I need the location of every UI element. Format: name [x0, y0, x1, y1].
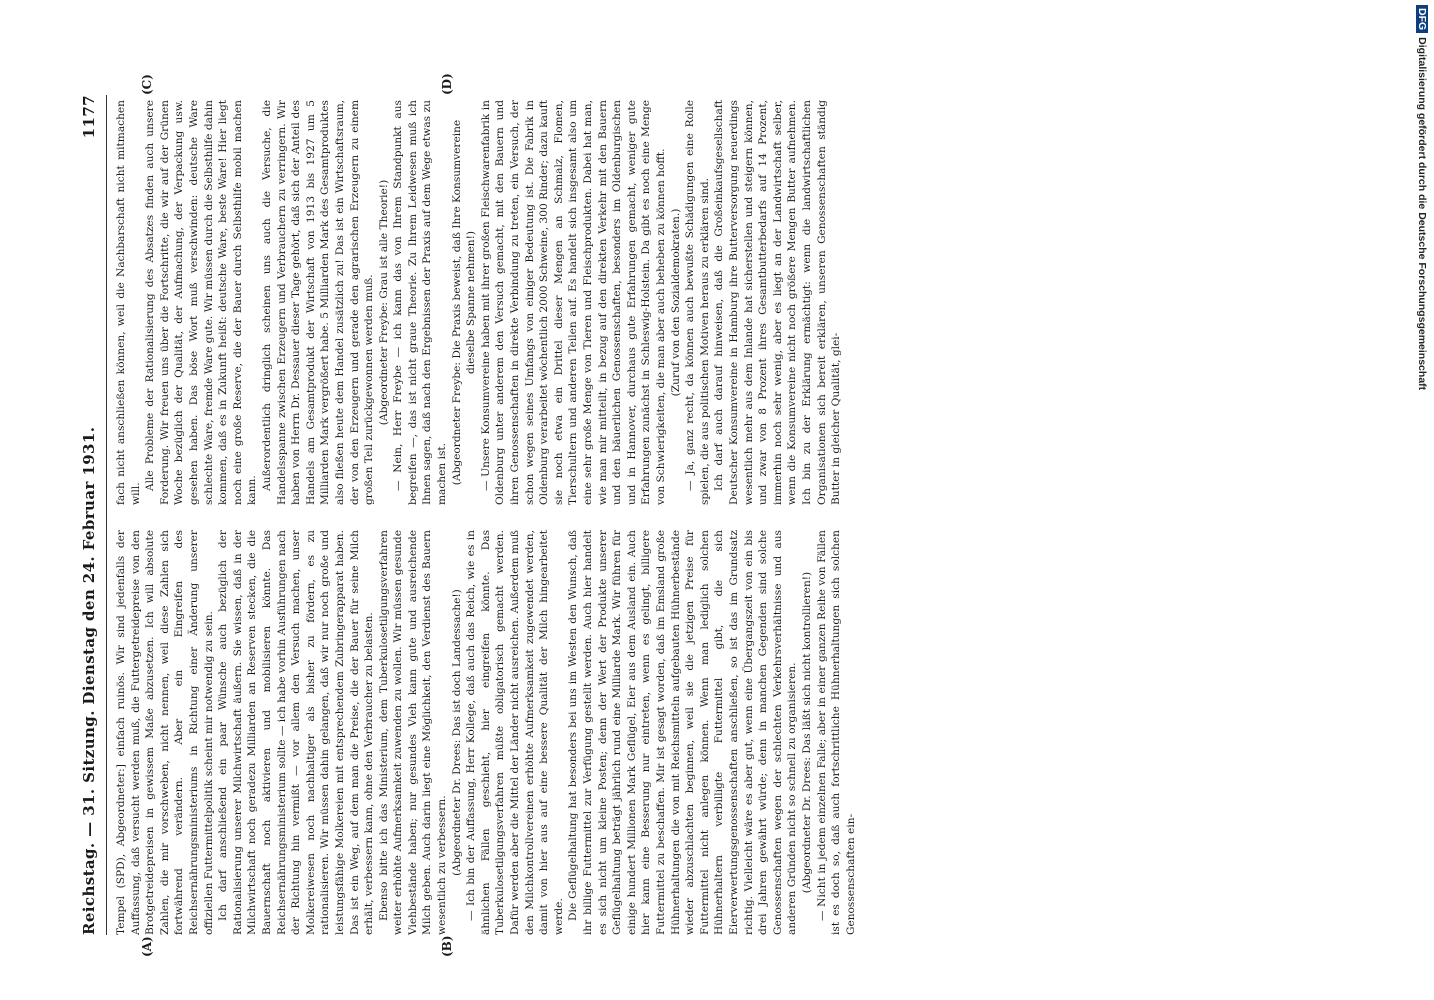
paragraph: — Unsere Konsumvereine haben mit ihrer großen Fleischwarenfabrik in Oldenburg unter anderem den Versuch gemacht, mit den Bauern und ihren Genossenschaften in direkte Verbindung zu treten, ein Versuch, der schon wegen seines Umfangs von einiger Bedeutung ist. Die Fabrik in Oldenburg verarbeitet wöchentlich 2000 Schweine, 300 Rinder; dazu kauft sie noch etwa ein Drittel dieser Mengen an Schmalz, Flomen, Tierschultern und anderen Teilen auf. Es handelt sich insgesamt also um eine sehr große Menge von Tieren und Fleischprodukten. Dabei hat man, wie man mir mitteilt, in bezug auf den direkten Verkehr mit den Bauern und den bäuerlichen Genossenschaften, besonders im Oldenburgischen und in Hannover, durchaus gute Erfahrungen gemacht, weniger gute Erfahrungen zunächst in Schleswig-Holstein. Da gibt es noch eine Menge von Schwierigkeiten, die man aber auch beheben zu können hofft. — [479, 100, 667, 505]
header-rule — [106, 95, 107, 935]
margin-letter-c: (C) — [140, 74, 154, 95]
paragraph: (Abgeordneter Freybe: Die Praxis beweist, daß Ihre Konsumvereine dieselbe Spanne nehmen!) — [450, 119, 478, 486]
paragraph: Alle Probleme der Rationalisierung des Absatzes finden auch unsere Forderung. Wir freuen uns über die Fortschritte, die wir auf der Grünen Woche bezüglich der Qualität, der Aufmachung, der Verpackung usw. gesehen haben. Das böse Wort muß verschwinden: deutsche Ware schlechte Ware, fremde Ware gute. Wir müssen durch die Selbsthilfe dahin kommen, daß es in Zukunft heißt: deutsche Ware, beste Ware! Hier liegt noch eine große Reserve, die der Bauer durch Selbsthilfe mobil machen kann. — [144, 100, 259, 505]
margin-letter-b: (B) — [440, 935, 454, 957]
paragraph: (Zuruf von den Sozialdemokraten.) — [669, 208, 682, 397]
paragraph: — Nicht in jedem einzelnen Falle; aber in einer ganzen Reihe von Fällen ist es doch so, daß auch fortschrittliche Hühnerhaltungen sich solchen Genossenschaften ein- — [815, 530, 857, 935]
dfg-logo: DFG — [1416, 5, 1428, 33]
digitization-credit — [1416, 5, 1428, 390]
credit-text: Digitalisierung gefördert durch die Deutsche Forschungsgemeinschaft — [1416, 37, 1428, 391]
margin-letter-a: (A) — [140, 936, 154, 957]
page-header — [80, 95, 108, 935]
paragraph: Ich darf auch darauf hinweisen, daß die Großeinkaufsgesellschaft Deutscher Konsumvereine in Hamburg ihre Butterversorgung neuerdings wesentlich mehr aus dem Inlande hat sicherstellen und steigern können, und zwar von 8 Prozent ihres Gesamtbutterbedarfs auf 14 Prozent, immerhin noch sehr wenig, aber es liegt an der Landwirtschaft selber, wenn die Konsumvereine nicht noch größere Mengen Butter aufnehmen. Ich bin zu der Erklärung ermächtigt: wenn die landwirtschaftlichen Organisationen sich bereit erklären, unseren Genossenschaften ständig Butter in gleicher Qualität, glei- — [713, 100, 843, 505]
paragraph: (Abgeordneter Dr. Drees: Das läßt sich nicht kontrollieren!) — [800, 571, 813, 894]
margin-letter-d: (D) — [440, 73, 454, 95]
page-number: 1177 — [80, 95, 98, 139]
paragraph: Außerordentlich dringlich scheinen uns auch die Versuche, die Handelsspanne zwischen Erzeugern und Verbrauchern zu verringern. Wir haben von Herrn Dr. Dessauer dieser Tage gehört, daß sich der Anteil des Handels am Gesamtprodukt der Wirtschaft von 1913 bis 1927 um 5 Milliarden Mark vergrößert habe. 5 Milliarden Mark des Gesamtproduktes also fließen heute dem Handel zusätzlich zu! Das ist ein Wirtschaftsraum, der von den Erzeugern und gerade den agrarischen Erzeugern zu einem großen Teil zurückgewonnen werden muß. — [260, 100, 376, 505]
running-title: Reichstag. — 31. Sitzung. Dienstag den 24. Februar 1931. — [80, 426, 98, 935]
rotated-page-content — [80, 73, 857, 957]
left-column — [114, 529, 857, 935]
paragraph: Die Geflügelhaltung hat besonders bei uns im Westen den Wunsch, daß ihr billige Futtermittel zur Verfügung gestellt werden. Auch hier handelt es sich nicht um kleine Posten; denn der Wert der Produkte unserer Geflügelhaltung beträgt jährlich rund eine Milliarde Mark. Wir führen für einige hundert Millionen Mark Geflügel, Eier aus dem Ausland ein. Auch hier kann eine Besserung nur eintreten, wenn es gelingt, billigere Futtermittel zu beschaffen. Mir ist gesagt worden, daß im Emsland große Hühnerhaltungen die von mit Reichsmitteln aufgebauten Hühnerbestände wieder abzuschlachten beginnen, weil sie die jetzigen Preise für Futtermittel nicht anlegen können. Wenn man lediglich solchen Hühnerhaltern verbilligte Futtermittel gibt, die sich Eierverwertungsgenossenschaften anschließen, so ist das im Grundsatz richtig. Vielleicht wäre es aber gut, wenn eine Übergangszeit von ein bis drei Jahren gewährt würde; denn in manchen Gegenden sind solche Genossenschaften wegen der schlechten Verkehrsverhältnisse und aus anderen Gründen nicht so schnell zu organisieren. — [567, 530, 799, 935]
paragraph: — Ich bin der Auffassung, Herr Kollege, daß auch das Reich, wie es in ähnlichen Fällen geschieht, hier eingreifen könnte. Das Tuberkulosetilgungsverfahren müßte obligatorisch gemacht werden. Dafür werden aber die Mittel der Länder nicht ausreichen. Außerdem muß den Milchkontrollvereinen erhöhte Aufmerksamkeit zugewendet werden, damit von hier aus auf eine bessere Qualität der Milch hingearbeitet werde. — [465, 530, 565, 935]
paragraph: fach nicht anschließen können, weil die Nachbarschaft nicht mitmachen will. — [115, 100, 142, 505]
paragraph: — Ja, ganz recht, da können auch bewußte Schädigungen eine Rolle spielen, die aus politischen Motiven heraus zu erklären sind. — [684, 100, 711, 505]
paragraph: Tempel (SPD), Abgeordneter:] einfach ruinös. Wir sind jedenfalls der Auffassung, daß versucht werden muß, die Futtergetreidepreise von den Brotgetreidepreisen in gewissem Maße abzusetzen. Ich will absolute Zahlen, die mir vorschweben, nicht nennen, weil diese Zahlen sich fortwährend verändern. Aber ein Eingreifen des Reichsernährungsministeriums in Richtung einer Änderung unserer offiziellen Futtermittelpolitik scheint mir notwendig zu sein. — [115, 530, 215, 935]
paragraph: — Nein, Herr Freybe — ich kann das von Ihrem Standpunkt aus begreifen —, das ist nicht graue Theorie. Zu Ihrem Leidwesen muß ich Ihnen sagen, daß nach den Ergebnissen der Praxis auf dem Wege etwas zu machen ist. — [392, 100, 449, 505]
right-column — [114, 100, 843, 505]
paragraph: (Abgeordneter Dr. Drees: Das ist doch Landessache!) — [450, 589, 463, 876]
paragraph: (Abgeordneter Freybe: Grau ist alle Theorie!) — [377, 179, 390, 426]
paragraph: Ich darf anschließend ein paar Wünsche auch bezüglich der Rationalisierung unserer Milchwirtschaft äußern. Sie wissen, daß in der Milchwirtschaft noch geradezu Milliarden an Reserven stecken, die die Bauernschaft noch aktivieren und mobilisieren könnte. Das Reichsernährungsministerium sollte — ich habe vorhin Ausführungen nach der Richtung hin vermißt — vor allem den Versuch machen, unser Molkereiwesen noch nachhaltiger als bisher zu fördern, es zu rationalisieren. Wir müssen dahin gelangen, daß wir nur noch große und leistungsfähige Molkereien mit entsprechendem Zubringerapparat haben. Das ist ein Weg, auf dem man die Preise, die der Bauer für seine Milch erhält, verbessern kann, ohne den Verbraucher zu belasten. — [217, 529, 376, 935]
paragraph: Ebenso bitte ich das Ministerium, dem Tuberkulosetilgungsverfahren weiter erhöhte Aufmerksamkeit zuwenden zu wollen. Wir müssen gesunde Viehbestände haben; nur gesundes Vieh kann gute und ausreichende Milch geben. Auch darin liegt eine Möglichkeit, den Verdienst des Bauern wesentlich zu verbessern. — [377, 530, 449, 935]
